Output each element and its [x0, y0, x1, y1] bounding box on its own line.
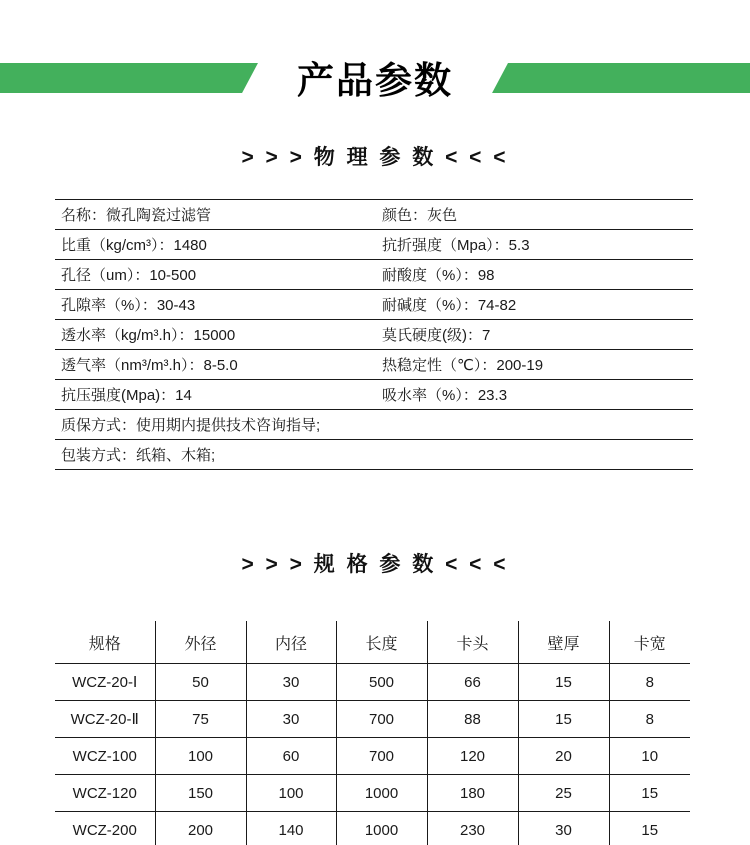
param-thermal-stability: 热稳定性（℃）：200-19: [376, 350, 693, 380]
param-name: 名称：微孔陶瓷过滤管: [55, 200, 376, 230]
param-flexural-strength: 抗折强度（Mpa）：5.3: [376, 230, 693, 260]
cell-value: 88: [427, 701, 518, 738]
physical-params-heading: > > > 物 理 参 数 < < <: [241, 146, 509, 169]
param-alkali-resistance: 耐碱度（%）：74-82: [376, 290, 693, 320]
cell-model: WCZ-100: [55, 738, 155, 775]
cell-value: 1000: [336, 812, 427, 845]
physical-params-table: [55, 199, 693, 470]
param-water-permeability: 透水率（kg/m³.h）：15000: [55, 320, 376, 350]
param-warranty: 质保方式：使用期内提供技术咨询指导;: [55, 410, 693, 440]
page-title: 产品参数: [297, 60, 453, 101]
table-row: [55, 260, 693, 290]
cell-value: 8: [609, 701, 690, 738]
cell-value: 100: [246, 775, 336, 812]
table-row: [55, 230, 693, 260]
cell-value: 8: [609, 664, 690, 701]
cell-value: 230: [427, 812, 518, 845]
cell-value: 60: [246, 738, 336, 775]
cell-value: 20: [518, 738, 609, 775]
table-row: [55, 320, 693, 350]
param-acid-resistance: 耐酸度（%）：98: [376, 260, 693, 290]
spec-params-table: [55, 621, 690, 845]
col-header-clamp-head: 卡头: [427, 621, 518, 664]
cell-value: 500: [336, 664, 427, 701]
cell-value: 120: [427, 738, 518, 775]
table-row: [55, 738, 690, 775]
table-row: [55, 664, 690, 701]
col-header-clamp-width: 卡宽: [609, 621, 690, 664]
cell-value: 30: [246, 701, 336, 738]
col-header-wall-thickness: 壁厚: [518, 621, 609, 664]
param-water-absorption: 吸水率（%）：23.3: [376, 380, 693, 410]
table-row: [55, 410, 693, 440]
col-header-length: 长度: [336, 621, 427, 664]
col-header-outer-diameter: 外径: [155, 621, 246, 664]
param-color: 颜色：灰色: [376, 200, 693, 230]
cell-value: 140: [246, 812, 336, 845]
cell-model: WCZ-20-Ⅰ: [55, 664, 155, 701]
cell-value: 66: [427, 664, 518, 701]
spec-params-heading: > > > 规 格 参 数 < < <: [241, 553, 509, 576]
cell-value: 700: [336, 738, 427, 775]
table-row: [55, 440, 693, 470]
param-pore-size: 孔径（um）：10-500: [55, 260, 376, 290]
table-row: [55, 812, 690, 845]
cell-value: 700: [336, 701, 427, 738]
cell-value: 15: [518, 664, 609, 701]
cell-value: 15: [609, 775, 690, 812]
table-row: [55, 290, 693, 320]
cell-value: 150: [155, 775, 246, 812]
cell-value: 15: [518, 701, 609, 738]
param-density: 比重（kg/cm³）：1480: [55, 230, 376, 260]
col-header-model: 规格: [55, 621, 155, 664]
table-row: [55, 200, 693, 230]
col-header-inner-diameter: 内径: [246, 621, 336, 664]
param-porosity: 孔隙率（%）：30-43: [55, 290, 376, 320]
cell-value: 25: [518, 775, 609, 812]
param-compressive-strength: 抗压强度(Mpa)：14: [55, 380, 376, 410]
cell-value: 75: [155, 701, 246, 738]
cell-value: 180: [427, 775, 518, 812]
cell-value: 30: [518, 812, 609, 845]
cell-value: 15: [609, 812, 690, 845]
table-row: [55, 701, 690, 738]
cell-value: 200: [155, 812, 246, 845]
cell-value: 1000: [336, 775, 427, 812]
cell-value: 100: [155, 738, 246, 775]
cell-model: WCZ-200: [55, 812, 155, 845]
cell-model: WCZ-120: [55, 775, 155, 812]
cell-model: WCZ-20-Ⅱ: [55, 701, 155, 738]
param-mohs-hardness: 莫氏硬度(级)：7: [376, 320, 693, 350]
cell-value: 30: [246, 664, 336, 701]
spec-header-row: [55, 621, 690, 664]
cell-value: 10: [609, 738, 690, 775]
table-row: [55, 775, 690, 812]
table-row: [55, 380, 693, 410]
param-packaging: 包装方式：纸箱、木箱;: [55, 440, 693, 470]
table-row: [55, 350, 693, 380]
param-air-permeability: 透气率（nm³/m³.h）：8-5.0: [55, 350, 376, 380]
cell-value: 50: [155, 664, 246, 701]
